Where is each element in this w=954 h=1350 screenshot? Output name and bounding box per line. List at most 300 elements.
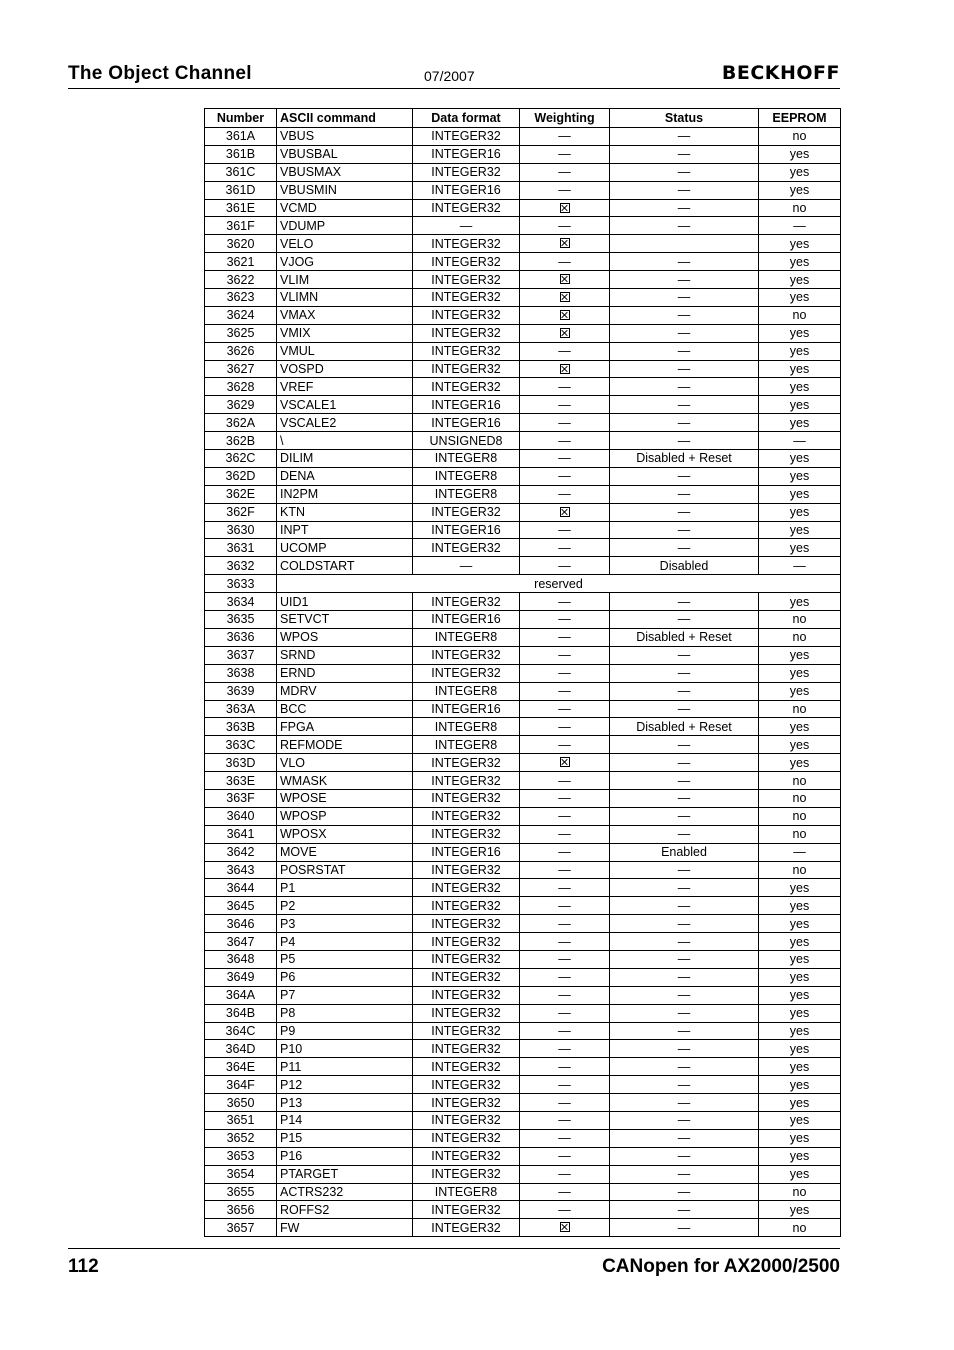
number-cell: 361F — [205, 217, 277, 235]
status-cell: — — [610, 664, 759, 682]
page-number: 112 — [68, 1256, 99, 1277]
eeprom-cell: — — [759, 217, 841, 235]
weighting-cell: — — [520, 128, 610, 146]
weighting-cell: — — [520, 825, 610, 843]
status-cell: — — [610, 306, 759, 324]
status-cell: — — [610, 825, 759, 843]
eeprom-cell: yes — [759, 986, 841, 1004]
table-row — [205, 271, 841, 289]
table-row — [205, 253, 841, 271]
ascii-command-cell: VBUS — [277, 128, 413, 146]
eeprom-cell: yes — [759, 1004, 841, 1022]
table-row — [205, 1129, 841, 1147]
table-row — [205, 843, 841, 861]
weighting-cell: — — [520, 342, 610, 360]
status-cell: Disabled — [610, 557, 759, 575]
status-cell: — — [610, 897, 759, 915]
number-cell: 3622 — [205, 271, 277, 289]
table-row — [205, 557, 841, 575]
weighting-cell: — — [520, 521, 610, 539]
x-box-icon — [560, 364, 570, 374]
table-row — [205, 324, 841, 342]
eeprom-cell: no — [759, 772, 841, 790]
data-format-cell: INTEGER32 — [413, 1022, 520, 1040]
status-cell — [610, 235, 759, 253]
ascii-command-cell: VELO — [277, 235, 413, 253]
number-cell: 3649 — [205, 968, 277, 986]
weighting-cell — [520, 235, 610, 253]
ascii-command-cell: IN2PM — [277, 485, 413, 503]
weighting-cell: — — [520, 807, 610, 825]
status-cell: — — [610, 700, 759, 718]
status-cell: — — [610, 128, 759, 146]
eeprom-cell: yes — [759, 414, 841, 432]
table-row — [205, 521, 841, 539]
status-cell: — — [610, 789, 759, 807]
table-row — [205, 861, 841, 879]
status-cell: — — [610, 163, 759, 181]
table-row — [205, 485, 841, 503]
status-cell: — — [610, 1165, 759, 1183]
table-row — [205, 378, 841, 396]
data-format-cell: INTEGER32 — [413, 163, 520, 181]
ascii-command-cell: COLDSTART — [277, 557, 413, 575]
number-cell: 364D — [205, 1040, 277, 1058]
data-format-cell: INTEGER32 — [413, 1076, 520, 1094]
data-format-cell: INTEGER32 — [413, 772, 520, 790]
weighting-cell: — — [520, 1111, 610, 1129]
eeprom-cell: yes — [759, 736, 841, 754]
number-cell: 3629 — [205, 396, 277, 414]
eeprom-cell: yes — [759, 1201, 841, 1219]
number-cell: 361A — [205, 128, 277, 146]
weighting-cell: — — [520, 485, 610, 503]
data-format-cell: INTEGER32 — [413, 1129, 520, 1147]
status-cell: — — [610, 503, 759, 521]
eeprom-cell: yes — [759, 933, 841, 951]
ascii-command-cell: P10 — [277, 1040, 413, 1058]
x-box-icon — [560, 238, 570, 248]
eeprom-cell: yes — [759, 950, 841, 968]
eeprom-cell: yes — [759, 718, 841, 736]
eeprom-cell: yes — [759, 396, 841, 414]
number-cell: 364F — [205, 1076, 277, 1094]
number-cell: 362C — [205, 450, 277, 468]
table-row — [205, 950, 841, 968]
eeprom-cell: — — [759, 557, 841, 575]
ascii-command-cell: WMASK — [277, 772, 413, 790]
table-row — [205, 664, 841, 682]
ascii-command-cell: P3 — [277, 915, 413, 933]
ascii-command-cell: P16 — [277, 1147, 413, 1165]
data-format-cell: INTEGER32 — [413, 503, 520, 521]
eeprom-cell: yes — [759, 593, 841, 611]
ascii-command-cell: REFMODE — [277, 736, 413, 754]
weighting-cell: — — [520, 646, 610, 664]
status-cell: — — [610, 1201, 759, 1219]
status-cell: — — [610, 521, 759, 539]
ascii-command-cell: \ — [277, 432, 413, 450]
status-cell: — — [610, 933, 759, 951]
status-cell: — — [610, 485, 759, 503]
status-cell: — — [610, 1219, 759, 1237]
eeprom-cell: yes — [759, 342, 841, 360]
weighting-cell: — — [520, 1004, 610, 1022]
table-row — [205, 897, 841, 915]
status-cell: — — [610, 646, 759, 664]
eeprom-cell: yes — [759, 485, 841, 503]
x-box-icon — [560, 507, 570, 517]
ascii-command-cell: FW — [277, 1219, 413, 1237]
ascii-command-cell: MOVE — [277, 843, 413, 861]
number-cell: 3648 — [205, 950, 277, 968]
weighting-cell: — — [520, 933, 610, 951]
status-cell: — — [610, 950, 759, 968]
status-cell: — — [610, 342, 759, 360]
table-row — [205, 1058, 841, 1076]
data-format-cell: INTEGER32 — [413, 342, 520, 360]
number-cell: 3621 — [205, 253, 277, 271]
table-row — [205, 432, 841, 450]
data-format-cell: INTEGER32 — [413, 986, 520, 1004]
table-row — [205, 289, 841, 307]
weighting-cell: — — [520, 718, 610, 736]
data-format-cell: INTEGER8 — [413, 485, 520, 503]
ascii-command-cell: VREF — [277, 378, 413, 396]
status-cell: — — [610, 736, 759, 754]
weighting-cell: — — [520, 557, 610, 575]
eeprom-cell: — — [759, 843, 841, 861]
eeprom-cell: yes — [759, 450, 841, 468]
data-format-cell: INTEGER32 — [413, 128, 520, 146]
eeprom-cell: yes — [759, 521, 841, 539]
ascii-command-cell: DILIM — [277, 450, 413, 468]
number-cell: 363B — [205, 718, 277, 736]
weighting-cell: — — [520, 628, 610, 646]
data-format-cell: INTEGER16 — [413, 396, 520, 414]
eeprom-cell: no — [759, 1219, 841, 1237]
weighting-cell: — — [520, 1094, 610, 1112]
number-cell: 3626 — [205, 342, 277, 360]
weighting-cell — [520, 199, 610, 217]
number-cell: 363D — [205, 754, 277, 772]
number-cell: 3645 — [205, 897, 277, 915]
status-cell: — — [610, 414, 759, 432]
number-cell: 3630 — [205, 521, 277, 539]
data-format-cell: INTEGER8 — [413, 467, 520, 485]
eeprom-cell: yes — [759, 646, 841, 664]
number-cell: 3647 — [205, 933, 277, 951]
weighting-cell: — — [520, 1076, 610, 1094]
table-row — [205, 807, 841, 825]
weighting-cell: — — [520, 1040, 610, 1058]
eeprom-cell: yes — [759, 163, 841, 181]
eeprom-cell: yes — [759, 271, 841, 289]
data-format-cell: INTEGER32 — [413, 360, 520, 378]
status-cell: — — [610, 772, 759, 790]
ascii-command-cell: P4 — [277, 933, 413, 951]
status-cell: — — [610, 593, 759, 611]
ascii-command-cell: WPOSX — [277, 825, 413, 843]
table-row — [205, 1219, 841, 1237]
number-cell: 3650 — [205, 1094, 277, 1112]
data-format-cell: INTEGER8 — [413, 718, 520, 736]
data-format-cell: INTEGER8 — [413, 628, 520, 646]
table-row — [205, 217, 841, 235]
object-table — [204, 108, 841, 1237]
status-cell: — — [610, 199, 759, 217]
col-header-ascii-command: ASCII command — [277, 109, 413, 128]
ascii-command-cell: DENA — [277, 467, 413, 485]
weighting-cell: — — [520, 1022, 610, 1040]
eeprom-cell: yes — [759, 1147, 841, 1165]
data-format-cell: INTEGER32 — [413, 1147, 520, 1165]
status-cell: — — [610, 986, 759, 1004]
x-box-icon — [560, 328, 570, 338]
table-row — [205, 342, 841, 360]
ascii-command-cell: VOSPD — [277, 360, 413, 378]
ascii-command-cell: P13 — [277, 1094, 413, 1112]
weighting-cell — [520, 1219, 610, 1237]
number-cell: 3656 — [205, 1201, 277, 1219]
ascii-command-cell: VBUSMAX — [277, 163, 413, 181]
status-cell: — — [610, 915, 759, 933]
eeprom-cell: yes — [759, 1076, 841, 1094]
data-format-cell: INTEGER16 — [413, 145, 520, 163]
weighting-cell: — — [520, 1129, 610, 1147]
ascii-command-cell: SETVCT — [277, 611, 413, 629]
eeprom-cell: yes — [759, 1040, 841, 1058]
number-cell: 3631 — [205, 539, 277, 557]
weighting-cell: — — [520, 1058, 610, 1076]
weighting-cell: — — [520, 879, 610, 897]
eeprom-cell: no — [759, 306, 841, 324]
number-cell: 3653 — [205, 1147, 277, 1165]
ascii-command-cell: P9 — [277, 1022, 413, 1040]
col-header-eeprom: EEPROM — [759, 109, 841, 128]
data-format-cell: INTEGER8 — [413, 736, 520, 754]
weighting-cell: — — [520, 950, 610, 968]
weighting-cell — [520, 324, 610, 342]
status-cell: Enabled — [610, 843, 759, 861]
weighting-cell: — — [520, 163, 610, 181]
table-row — [205, 306, 841, 324]
eeprom-cell: yes — [759, 1111, 841, 1129]
number-cell: 364B — [205, 1004, 277, 1022]
table-body — [205, 128, 841, 1237]
data-format-cell: INTEGER32 — [413, 1094, 520, 1112]
weighting-cell: — — [520, 450, 610, 468]
status-cell: — — [610, 968, 759, 986]
data-format-cell: INTEGER32 — [413, 253, 520, 271]
number-cell: 3654 — [205, 1165, 277, 1183]
status-cell: — — [610, 324, 759, 342]
number-cell: 364E — [205, 1058, 277, 1076]
weighting-cell: — — [520, 968, 610, 986]
data-format-cell: INTEGER8 — [413, 682, 520, 700]
ascii-command-cell: P7 — [277, 986, 413, 1004]
table-row — [205, 700, 841, 718]
table-row — [205, 879, 841, 897]
number-cell: 363A — [205, 700, 277, 718]
data-format-cell: INTEGER32 — [413, 593, 520, 611]
page-header — [68, 60, 840, 89]
reserved-cell: reserved — [277, 575, 841, 593]
table-row — [205, 539, 841, 557]
number-cell: 361D — [205, 181, 277, 199]
eeprom-cell: no — [759, 807, 841, 825]
data-format-cell: INTEGER32 — [413, 1040, 520, 1058]
data-format-cell: INTEGER16 — [413, 181, 520, 199]
eeprom-cell: — — [759, 432, 841, 450]
table-row — [205, 145, 841, 163]
ascii-command-cell: P6 — [277, 968, 413, 986]
status-cell: — — [610, 378, 759, 396]
document-date: 07/2007 — [424, 68, 475, 84]
data-format-cell: INTEGER32 — [413, 754, 520, 772]
eeprom-cell: no — [759, 1183, 841, 1201]
ascii-command-cell: ROFFS2 — [277, 1201, 413, 1219]
table-row — [205, 1094, 841, 1112]
table-row — [205, 1004, 841, 1022]
data-format-cell: INTEGER32 — [413, 1058, 520, 1076]
weighting-cell: — — [520, 1165, 610, 1183]
number-cell: 3652 — [205, 1129, 277, 1147]
eeprom-cell: yes — [759, 289, 841, 307]
number-cell: 362F — [205, 503, 277, 521]
weighting-cell: — — [520, 217, 610, 235]
eeprom-cell: no — [759, 789, 841, 807]
table-row — [205, 682, 841, 700]
data-format-cell: INTEGER32 — [413, 235, 520, 253]
table-row — [205, 360, 841, 378]
data-format-cell: INTEGER16 — [413, 521, 520, 539]
table-row — [205, 414, 841, 432]
weighting-cell: — — [520, 378, 610, 396]
table-row — [205, 593, 841, 611]
number-cell: 363E — [205, 772, 277, 790]
col-header-weighting: Weighting — [520, 109, 610, 128]
x-box-icon — [560, 1222, 570, 1232]
table-row — [205, 1165, 841, 1183]
weighting-cell — [520, 271, 610, 289]
ascii-command-cell: VCMD — [277, 199, 413, 217]
eeprom-cell: yes — [759, 1165, 841, 1183]
ascii-command-cell: SRND — [277, 646, 413, 664]
eeprom-cell: no — [759, 611, 841, 629]
ascii-command-cell: VMUL — [277, 342, 413, 360]
number-cell: 3644 — [205, 879, 277, 897]
number-cell: 3623 — [205, 289, 277, 307]
table-row — [205, 968, 841, 986]
data-format-cell: INTEGER32 — [413, 289, 520, 307]
number-cell: 362B — [205, 432, 277, 450]
number-cell: 362A — [205, 414, 277, 432]
status-cell: — — [610, 861, 759, 879]
status-cell: — — [610, 1111, 759, 1129]
eeprom-cell: yes — [759, 879, 841, 897]
ascii-command-cell: VLIMN — [277, 289, 413, 307]
ascii-command-cell: VMAX — [277, 306, 413, 324]
table-row — [205, 396, 841, 414]
table-row — [205, 772, 841, 790]
ascii-command-cell: FPGA — [277, 718, 413, 736]
number-cell: 3655 — [205, 1183, 277, 1201]
status-cell: — — [610, 682, 759, 700]
ascii-command-cell: P2 — [277, 897, 413, 915]
status-cell: — — [610, 289, 759, 307]
table-row — [205, 789, 841, 807]
table-row — [205, 181, 841, 199]
status-cell: — — [610, 1183, 759, 1201]
data-format-cell: INTEGER16 — [413, 843, 520, 861]
eeprom-cell: yes — [759, 1094, 841, 1112]
number-cell: 3635 — [205, 611, 277, 629]
ascii-command-cell: P15 — [277, 1129, 413, 1147]
eeprom-cell: yes — [759, 539, 841, 557]
status-cell: — — [610, 145, 759, 163]
number-cell: 3624 — [205, 306, 277, 324]
status-cell: — — [610, 467, 759, 485]
data-format-cell: INTEGER32 — [413, 968, 520, 986]
weighting-cell: — — [520, 611, 610, 629]
data-format-cell: INTEGER32 — [413, 825, 520, 843]
ascii-command-cell: VLIM — [277, 271, 413, 289]
x-box-icon — [560, 310, 570, 320]
number-cell: 3642 — [205, 843, 277, 861]
number-cell: 363C — [205, 736, 277, 754]
weighting-cell — [520, 503, 610, 521]
eeprom-cell: yes — [759, 235, 841, 253]
eeprom-cell: no — [759, 825, 841, 843]
ascii-command-cell: VSCALE1 — [277, 396, 413, 414]
ascii-command-cell: UID1 — [277, 593, 413, 611]
table-row — [205, 235, 841, 253]
number-cell: 3657 — [205, 1219, 277, 1237]
eeprom-cell: no — [759, 861, 841, 879]
table-row — [205, 128, 841, 146]
number-cell: 3620 — [205, 235, 277, 253]
data-format-cell: INTEGER32 — [413, 646, 520, 664]
table-row — [205, 1076, 841, 1094]
eeprom-cell: yes — [759, 664, 841, 682]
data-format-cell: INTEGER32 — [413, 807, 520, 825]
status-cell: Disabled + Reset — [610, 718, 759, 736]
ascii-command-cell: ERND — [277, 664, 413, 682]
number-cell: 361C — [205, 163, 277, 181]
number-cell: 3637 — [205, 646, 277, 664]
eeprom-cell: yes — [759, 1058, 841, 1076]
data-format-cell: INTEGER32 — [413, 915, 520, 933]
weighting-cell: — — [520, 396, 610, 414]
table-row — [205, 718, 841, 736]
eeprom-cell: yes — [759, 915, 841, 933]
status-cell: Disabled + Reset — [610, 450, 759, 468]
weighting-cell — [520, 306, 610, 324]
weighting-cell: — — [520, 789, 610, 807]
eeprom-cell: yes — [759, 181, 841, 199]
ascii-command-cell: VDUMP — [277, 217, 413, 235]
data-format-cell: UNSIGNED8 — [413, 432, 520, 450]
status-cell: — — [610, 396, 759, 414]
table-row — [205, 736, 841, 754]
eeprom-cell: no — [759, 199, 841, 217]
status-cell: — — [610, 271, 759, 289]
number-cell: 3638 — [205, 664, 277, 682]
weighting-cell: — — [520, 1183, 610, 1201]
data-format-cell: INTEGER8 — [413, 1183, 520, 1201]
number-cell: 3634 — [205, 593, 277, 611]
